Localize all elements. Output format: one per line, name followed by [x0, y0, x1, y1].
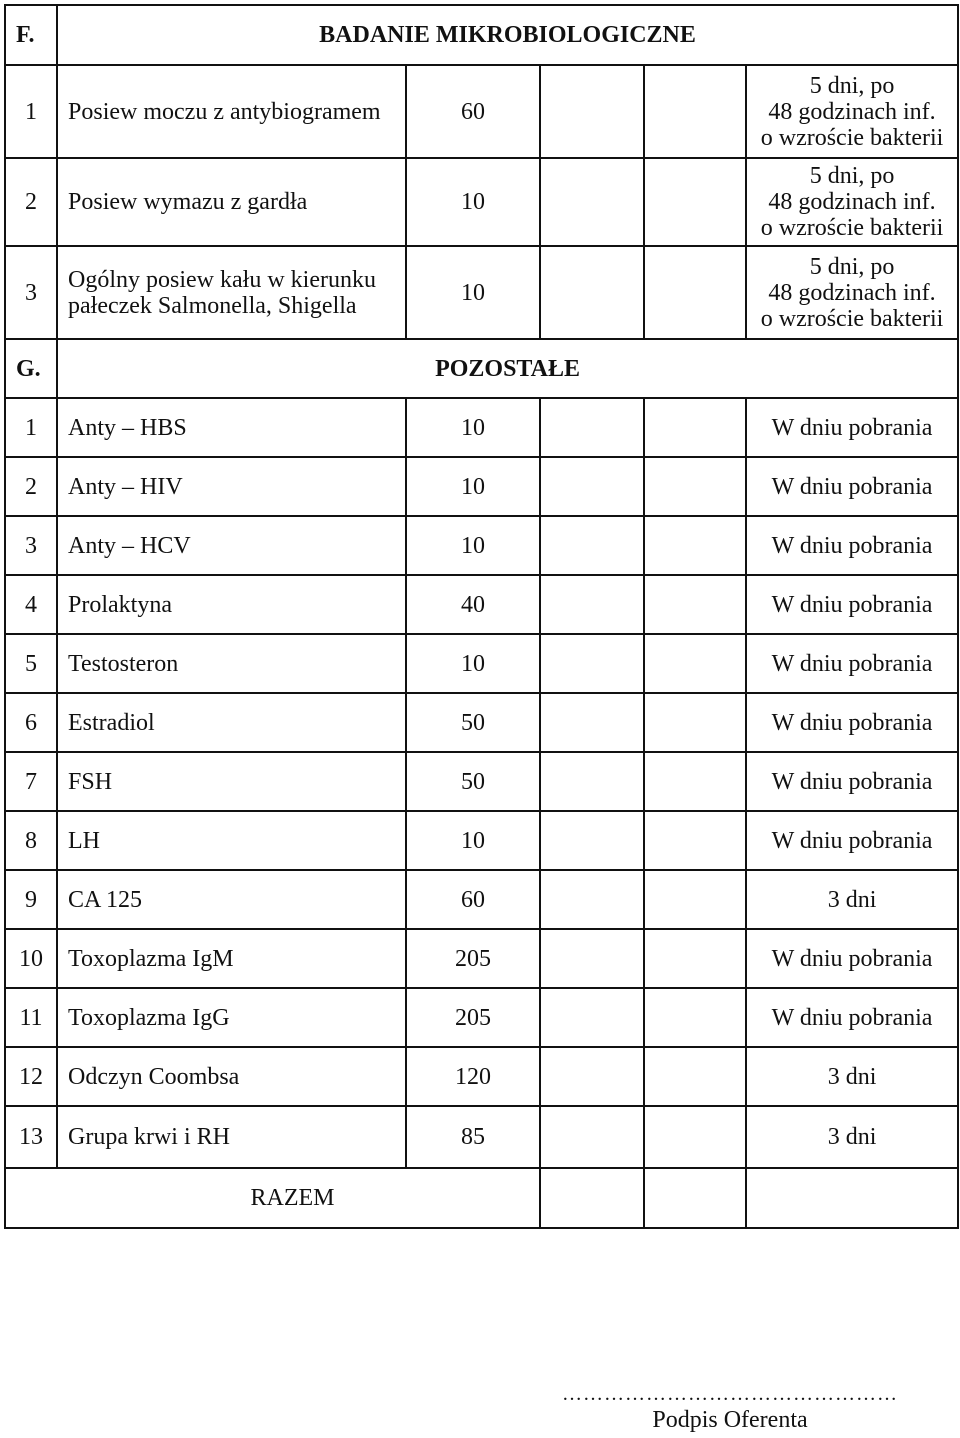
- result-time: W dniu pobrania: [746, 693, 958, 752]
- empty-cell: [540, 988, 644, 1047]
- empty-cell: [540, 693, 644, 752]
- section-title: BADANIE MIKROBIOLOGICZNE: [57, 5, 958, 65]
- empty-cell: [644, 634, 746, 693]
- signature-line: …………………………………………: [562, 1383, 898, 1405]
- table-row: [5, 1047, 958, 1106]
- result-time: [746, 65, 958, 158]
- table-row: [5, 246, 958, 339]
- empty-cell: [644, 575, 746, 634]
- empty-cell: [644, 246, 746, 339]
- row-number: 1: [5, 65, 57, 158]
- row-number: 1: [5, 398, 57, 457]
- test-price: 205: [406, 988, 540, 1047]
- test-name: Toxoplazma IgM: [57, 929, 406, 988]
- test-name-line: pałeczek Salmonella, Shigella: [68, 292, 357, 319]
- result-time: [746, 158, 958, 246]
- test-price: 85: [406, 1106, 540, 1168]
- result-time-line: 48 godzinach inf.: [768, 98, 936, 125]
- result-time: 3 dni: [746, 1106, 958, 1168]
- result-time: W dniu pobrania: [746, 398, 958, 457]
- signature-label: Podpis Oferenta: [652, 1407, 808, 1433]
- table-row: [5, 634, 958, 693]
- table-row: [5, 1106, 958, 1168]
- empty-cell: [644, 1168, 746, 1228]
- result-time-line: 48 godzinach inf.: [768, 189, 936, 215]
- empty-cell: [540, 811, 644, 870]
- test-name: Posiew moczu z antybiogramem: [57, 65, 406, 158]
- empty-cell: [644, 457, 746, 516]
- table-row: [5, 398, 958, 457]
- test-name: Grupa krwi i RH: [57, 1106, 406, 1168]
- test-name: [57, 246, 406, 339]
- test-name: Anty – HIV: [57, 457, 406, 516]
- test-price: 50: [406, 693, 540, 752]
- empty-cell: [644, 870, 746, 929]
- row-number: 7: [5, 752, 57, 811]
- test-price: 50: [406, 752, 540, 811]
- total-label: RAZEM: [5, 1168, 540, 1228]
- result-time: 3 dni: [746, 870, 958, 929]
- table-row: [5, 457, 958, 516]
- result-time-line: o wzroście bakterii: [760, 215, 944, 241]
- row-number: 10: [5, 929, 57, 988]
- empty-cell: [644, 65, 746, 158]
- test-name: Odczyn Coombsa: [57, 1047, 406, 1106]
- test-name: Toxoplazma IgG: [57, 988, 406, 1047]
- result-time: [746, 246, 958, 339]
- test-price: 205: [406, 929, 540, 988]
- result-time-line: o wzroście bakterii: [760, 124, 944, 151]
- test-name: CA 125: [57, 870, 406, 929]
- empty-cell: [644, 693, 746, 752]
- result-time: W dniu pobrania: [746, 988, 958, 1047]
- empty-cell: [540, 634, 644, 693]
- table-row: [5, 929, 958, 988]
- empty-cell: [644, 1047, 746, 1106]
- table-row: [5, 65, 958, 158]
- test-name: Anty – HBS: [57, 398, 406, 457]
- empty-cell: [540, 1168, 644, 1228]
- result-time-line: 48 godzinach inf.: [768, 279, 936, 306]
- empty-cell: [540, 398, 644, 457]
- test-price: 40: [406, 575, 540, 634]
- total-row: [5, 1168, 958, 1228]
- test-name: Estradiol: [57, 693, 406, 752]
- empty-cell: [540, 246, 644, 339]
- price-list-table: [4, 4, 959, 1229]
- result-time: 3 dni: [746, 1047, 958, 1106]
- result-time: W dniu pobrania: [746, 575, 958, 634]
- empty-cell: [540, 516, 644, 575]
- test-price: 10: [406, 158, 540, 246]
- section-letter: F.: [5, 5, 57, 65]
- empty-cell: [540, 1047, 644, 1106]
- row-number: 3: [5, 246, 57, 339]
- row-number: 4: [5, 575, 57, 634]
- row-number: 9: [5, 870, 57, 929]
- row-number: 2: [5, 158, 57, 246]
- table-row: [5, 752, 958, 811]
- empty-cell: [644, 811, 746, 870]
- test-price: 10: [406, 634, 540, 693]
- signature-block: [560, 1384, 900, 1434]
- empty-cell: [540, 929, 644, 988]
- row-number: 2: [5, 457, 57, 516]
- empty-cell: [540, 870, 644, 929]
- result-time-line: 5 dni, po: [809, 163, 895, 189]
- row-number: 8: [5, 811, 57, 870]
- test-name: LH: [57, 811, 406, 870]
- section-letter: G.: [5, 339, 57, 398]
- result-time-line: o wzroście bakterii: [760, 305, 944, 332]
- empty-cell: [644, 398, 746, 457]
- table-row: [5, 811, 958, 870]
- row-number: 12: [5, 1047, 57, 1106]
- empty-cell: [644, 929, 746, 988]
- result-time: W dniu pobrania: [746, 634, 958, 693]
- result-time-line: 5 dni, po: [809, 72, 895, 99]
- row-number: 13: [5, 1106, 57, 1168]
- test-name: Posiew wymazu z gardła: [57, 158, 406, 246]
- section-g-rows: [5, 398, 958, 1168]
- test-name: FSH: [57, 752, 406, 811]
- result-time: W dniu pobrania: [746, 929, 958, 988]
- empty-cell: [644, 1106, 746, 1168]
- result-time: W dniu pobrania: [746, 516, 958, 575]
- section-g-header: [5, 339, 958, 398]
- row-number: 11: [5, 988, 57, 1047]
- test-price: 60: [406, 870, 540, 929]
- table-row: [5, 516, 958, 575]
- row-number: 6: [5, 693, 57, 752]
- empty-cell: [644, 516, 746, 575]
- empty-cell: [540, 158, 644, 246]
- result-time: W dniu pobrania: [746, 811, 958, 870]
- section-title: POZOSTAŁE: [57, 339, 958, 398]
- empty-cell: [540, 752, 644, 811]
- empty-cell: [540, 65, 644, 158]
- test-price: 10: [406, 811, 540, 870]
- result-time: W dniu pobrania: [746, 752, 958, 811]
- test-price: 10: [406, 457, 540, 516]
- table-row: [5, 693, 958, 752]
- test-price: 10: [406, 398, 540, 457]
- result-time-line: 5 dni, po: [809, 253, 895, 280]
- row-number: 5: [5, 634, 57, 693]
- test-price: 120: [406, 1047, 540, 1106]
- section-f-header: [5, 5, 958, 65]
- test-name: Testosteron: [57, 634, 406, 693]
- table-row: [5, 158, 958, 246]
- empty-cell: [644, 988, 746, 1047]
- table-row: [5, 575, 958, 634]
- row-number: 3: [5, 516, 57, 575]
- test-price: 10: [406, 246, 540, 339]
- result-time: W dniu pobrania: [746, 457, 958, 516]
- empty-cell: [746, 1168, 958, 1228]
- empty-cell: [540, 575, 644, 634]
- test-name: Prolaktyna: [57, 575, 406, 634]
- empty-cell: [644, 752, 746, 811]
- test-name-line: Ogólny posiew kału w kierunku: [68, 266, 376, 293]
- test-price: 10: [406, 516, 540, 575]
- table-row: [5, 870, 958, 929]
- test-price: 60: [406, 65, 540, 158]
- empty-cell: [540, 1106, 644, 1168]
- empty-cell: [644, 158, 746, 246]
- test-name: Anty – HCV: [57, 516, 406, 575]
- empty-cell: [540, 457, 644, 516]
- table-row: [5, 988, 958, 1047]
